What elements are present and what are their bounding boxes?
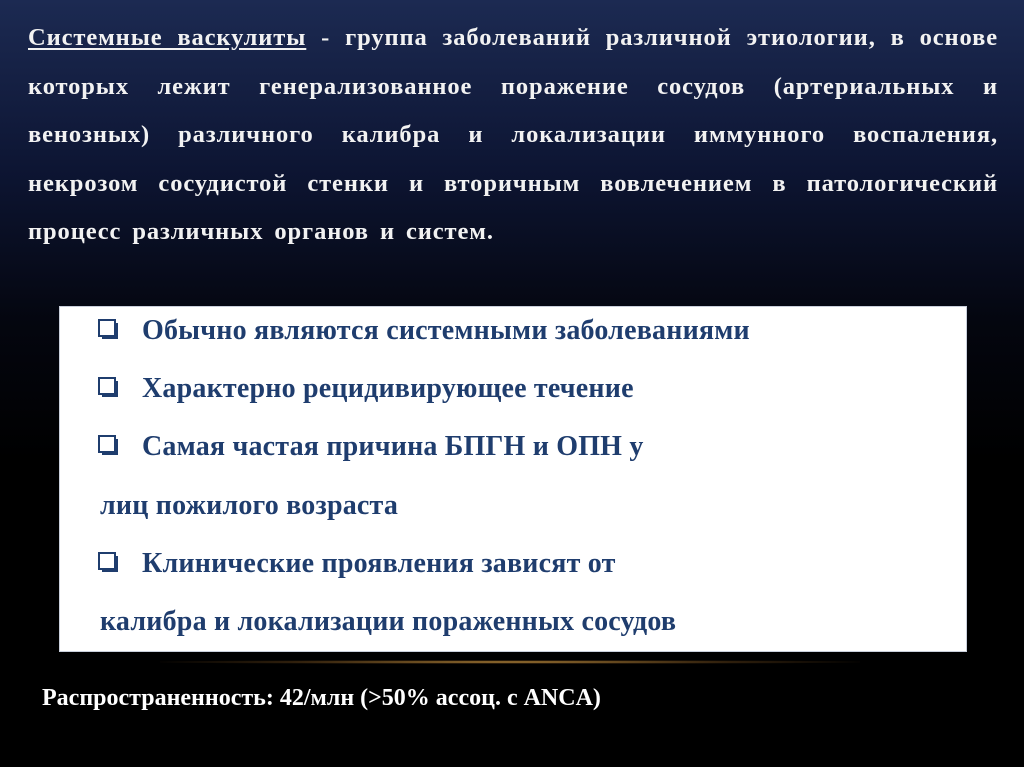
definition-term: Системные васкулиты — [28, 24, 307, 51]
features-box — [59, 306, 967, 652]
prevalence-text: Распространенность: 42/млн (>50% ассоц. с ANCA) — [42, 685, 601, 711]
bullet-item-2 — [98, 373, 634, 405]
checkbox-square-icon — [98, 319, 116, 337]
bullet-item-1 — [98, 315, 750, 347]
bullet-text: Самая частая причина БПГН и ОПН у — [142, 431, 644, 462]
checkbox-square-icon — [98, 552, 116, 570]
box-shadow-glow — [160, 660, 860, 664]
bullet-text: Обычно являются системными заболеваниями — [142, 315, 750, 346]
bullet-item-3-continuation: лиц пожилого возраста — [100, 490, 399, 521]
bullet-item-4 — [98, 548, 616, 580]
checkbox-square-icon — [98, 435, 116, 453]
bullet-text: Клинические проявления зависят от — [142, 548, 616, 579]
definition-paragraph — [28, 14, 998, 257]
bullet-item-3 — [98, 431, 644, 463]
bullet-text: Характерно рецидивирующее течение — [142, 373, 634, 404]
checkbox-square-icon — [98, 377, 116, 395]
bullet-item-4-continuation: калибра и локализации пораженных сосудов — [100, 606, 677, 637]
definition-text: - группа заболеваний различной этиологии, в основе которых лежит генерализованное поражение сосудов (артериальных и венозных) различного калибра и локализации иммунного воспаления, некрозом сосудистой стенки и вторичным вовлечением в патологический процесс различных органов и систем. — [28, 24, 998, 245]
